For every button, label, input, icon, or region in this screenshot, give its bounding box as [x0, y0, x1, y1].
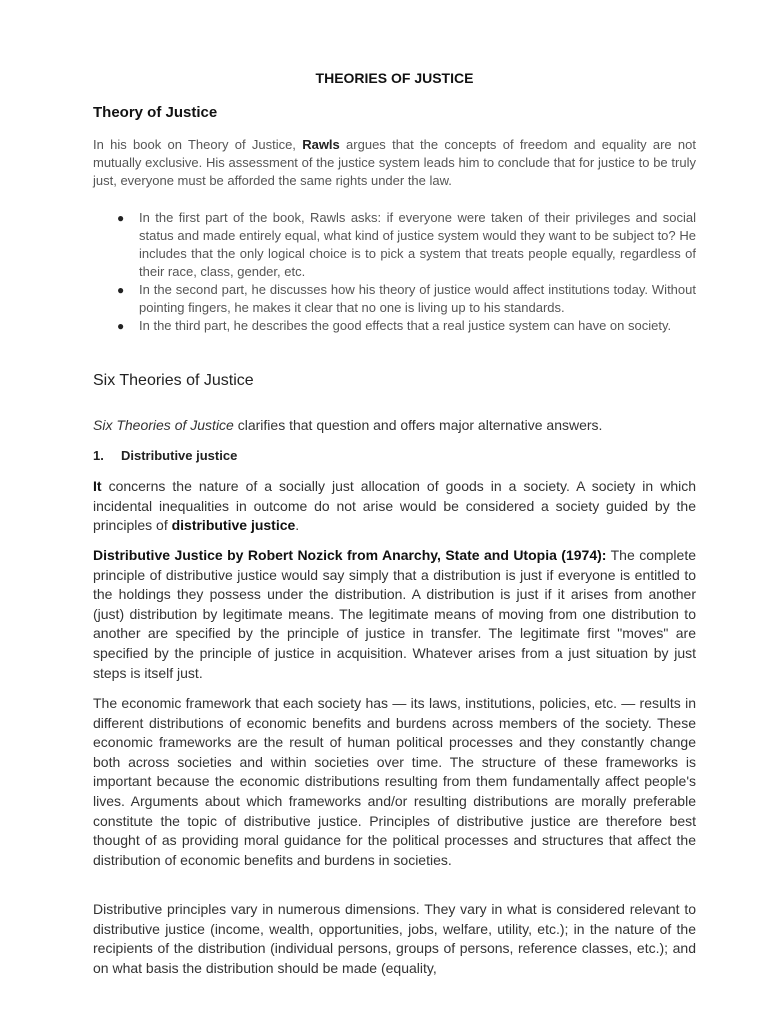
section-heading-theory-of-justice: Theory of Justice [93, 104, 218, 121]
paragraph-end: . [295, 517, 300, 534]
paragraph-text: concerns the nature of a socially just allocation of goods in a society. A society in which incidental inequalities in outcome do not arise would be considered a society guided by the principles of [93, 478, 696, 534]
lead-italic-title: Six Theories of Justice [93, 417, 234, 433]
rawls-bullet-list [93, 209, 696, 335]
bullet-icon: ● [117, 211, 125, 225]
intro-text-start: In his book on Theory of Justice, [93, 137, 303, 152]
bold-term: distributive justice [171, 517, 296, 534]
list-item [93, 209, 696, 281]
intro-bold-rawls: Rawls [302, 137, 340, 152]
list-item [93, 281, 696, 317]
document-title: THEORIES OF JUSTICE [315, 70, 474, 86]
paragraph-nozick [93, 546, 696, 683]
bold-lead-word: It [93, 478, 102, 494]
bullet-text: In the first part of the book, Rawls asks: if everyone were taken of their privileges and social status and made entirely equal, what kind of justice system would they want to be subject to? He includes that the only logical choice is to pick a system that treats people equally, regardless of their race, class, gender, etc. [139, 210, 696, 279]
bullet-text: In the second part, he discusses how his theory of justice would affect institutions today. Without pointing fingers, he makes it clear that no one is living up to his standards. [139, 282, 696, 315]
bullet-text: In the third part, he describes the good effects that a real justice system can have on society. [139, 318, 672, 333]
paragraph-text: The complete principle of distributive justice would say simply that a distribution is just if everyone is entitled to the holdings they possess under the distribution. A distribution is just if it arises from another (just) distribution by legitimate means. The legitimate means of moving from one distribution to another are specified by the principle of justice in transfer. The legitimate first "moves" are specified by the principle of justice in acquisition. Whatever arises from a just situation by just steps is itself just. [93, 547, 696, 681]
bullet-icon: ● [117, 319, 125, 333]
list-item [93, 317, 696, 335]
six-theories-lead [93, 416, 696, 435]
section-heading-six-theories: Six Theories of Justice [93, 372, 254, 389]
numbered-heading-distributive-justice [93, 448, 237, 463]
paragraph-distributive-definition [93, 477, 696, 536]
bold-citation: Distributive Justice by Robert Nozick from Anarchy, State and Utopia (1974): [93, 547, 607, 563]
paragraph-distributive-principles: Distributive principles vary in numerous dimensions. They vary in what is considered relevant to distributive justice (income, wealth, opportunities, jobs, welfare, utility, etc.); in the nature of the recipients of the distribution (individual persons, groups of persons, reference classes, etc.); and on what basis the distribution should be made (equality, [93, 901, 696, 976]
intro-paragraph [93, 136, 696, 190]
heading-text: Distributive justice [121, 448, 238, 463]
bullet-icon: ● [117, 283, 125, 297]
paragraph-economic-framework: The economic framework that each society has — its laws, institutions, policies, etc. — results in different distributions of economic benefits and burdens across members of the society. These economic frameworks are the result of human political processes and they constantly change both across societies and within societies over time. The structure of these frameworks is important because the economic distributions resulting from them fundamentally affect people's lives. Arguments about which frameworks and/or resulting distributions are morally preferable constitute the topic of distributive justice. Principles of distributive justice are therefore best thought of as providing moral guidance for the political processes and structures that affect the distribution of economic benefits and burdens in societies. [93, 695, 696, 868]
heading-number: 1. [93, 448, 104, 463]
intro-text-end: argues that the concepts of freedom and equality are not mutually exclusive. His assessment of the justice system leads him to conclude that for justice to be truly just, everyone must be afforded the same rights under the law. [93, 137, 696, 188]
lead-text: clarifies that question and offers major alternative answers. [233, 417, 603, 433]
